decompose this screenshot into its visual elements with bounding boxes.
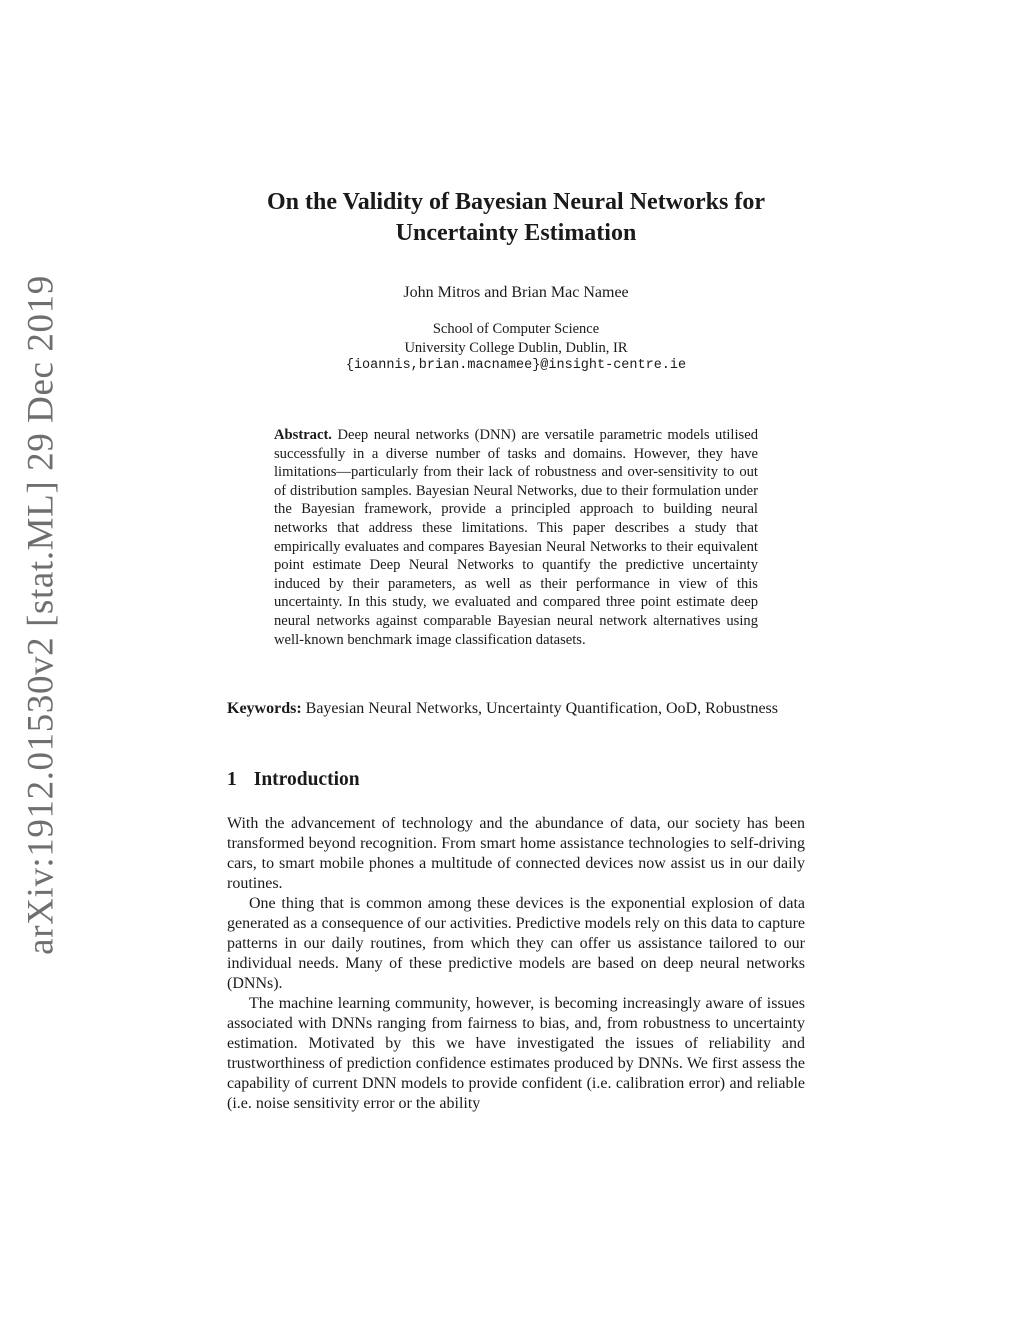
abstract-text: Deep neural networks (DNN) are versatile parametric models utilised successfully in a diverse number of tasks and domains. However, they have limitations—particularly from their lack of robustness and over-sensitivity to out of distribution samples. Bayesian Neural Networks, due to their formulation under the Bayesian framework, provide a principled approach to building neural networks that address these limitations. This paper describes a study that empirically evaluates and compares Bayesian Neural Networks to their equivalent point estimate Deep Neural Networks to quantify the predictive uncertainty induced by their parameters, as well as their performance in view of this uncertainty. In this study, we evaluated and compared three point estimate deep neural networks against comparable Bayesian neural network alternatives using well-known benchmark image classification datasets. xyxy=(274,427,758,648)
affiliation-block xyxy=(227,320,805,376)
arxiv-identifier-text: arXiv:1912.01530v2 [stat.ML] 29 Dec 2019 xyxy=(20,275,62,955)
paper-authors: John Mitros and Brian Mac Namee xyxy=(403,284,629,301)
affiliation-school: School of Computer Science xyxy=(432,321,600,337)
keywords-label: Keywords: xyxy=(227,700,302,717)
abstract-label: Abstract. xyxy=(274,427,332,443)
affiliation-university: University College Dublin, Dublin, IR xyxy=(404,339,628,356)
section-title: Introduction xyxy=(253,769,360,790)
section-number: 1 xyxy=(227,769,237,790)
section-heading xyxy=(227,769,360,791)
paper-title: On the Validity of Bayesian Neural Networks for Uncertainty Estimation xyxy=(267,189,765,246)
body-paragraph: The machine learning community, however, is becoming increasingly aware of issues associated with DNNs ranging from fairness to bias, and, from robustness to uncertainty estimation. Motivated by this we have investigated the issues of reliability and trustworthiness of prediction confidence estimates produced by DNNs. We first assess the capability of current DNN models to provide confident (i.e. calibration error) and reliable (i.e. noise sensitivity error or the ability xyxy=(227,995,805,1112)
section-body xyxy=(227,814,805,1114)
body-paragraph: One thing that is common among these devices is the exponential explosion of data generated as a consequence of our activities. Predictive models rely on this data to capture patterns in our daily routines, from which they can offer us assistance tailored to our individual needs. Many of these predictive models are based on deep neural networks (DNNs). xyxy=(227,895,806,992)
abstract xyxy=(274,426,758,649)
body-paragraph: With the advancement of technology and the abundance of data, our society has been transformed beyond recognition. From smart home assistance technologies to self-driving cars, to smart mobile phones a multitude of connected devices now assist us in our daily routines. xyxy=(227,815,805,892)
affiliation-email: {ioannis,brian.macnamee}@insight-centre.ie xyxy=(345,358,687,373)
keywords xyxy=(227,699,805,719)
keywords-text: Bayesian Neural Networks, Uncertainty Quantification, OoD, Robustness xyxy=(305,700,778,717)
